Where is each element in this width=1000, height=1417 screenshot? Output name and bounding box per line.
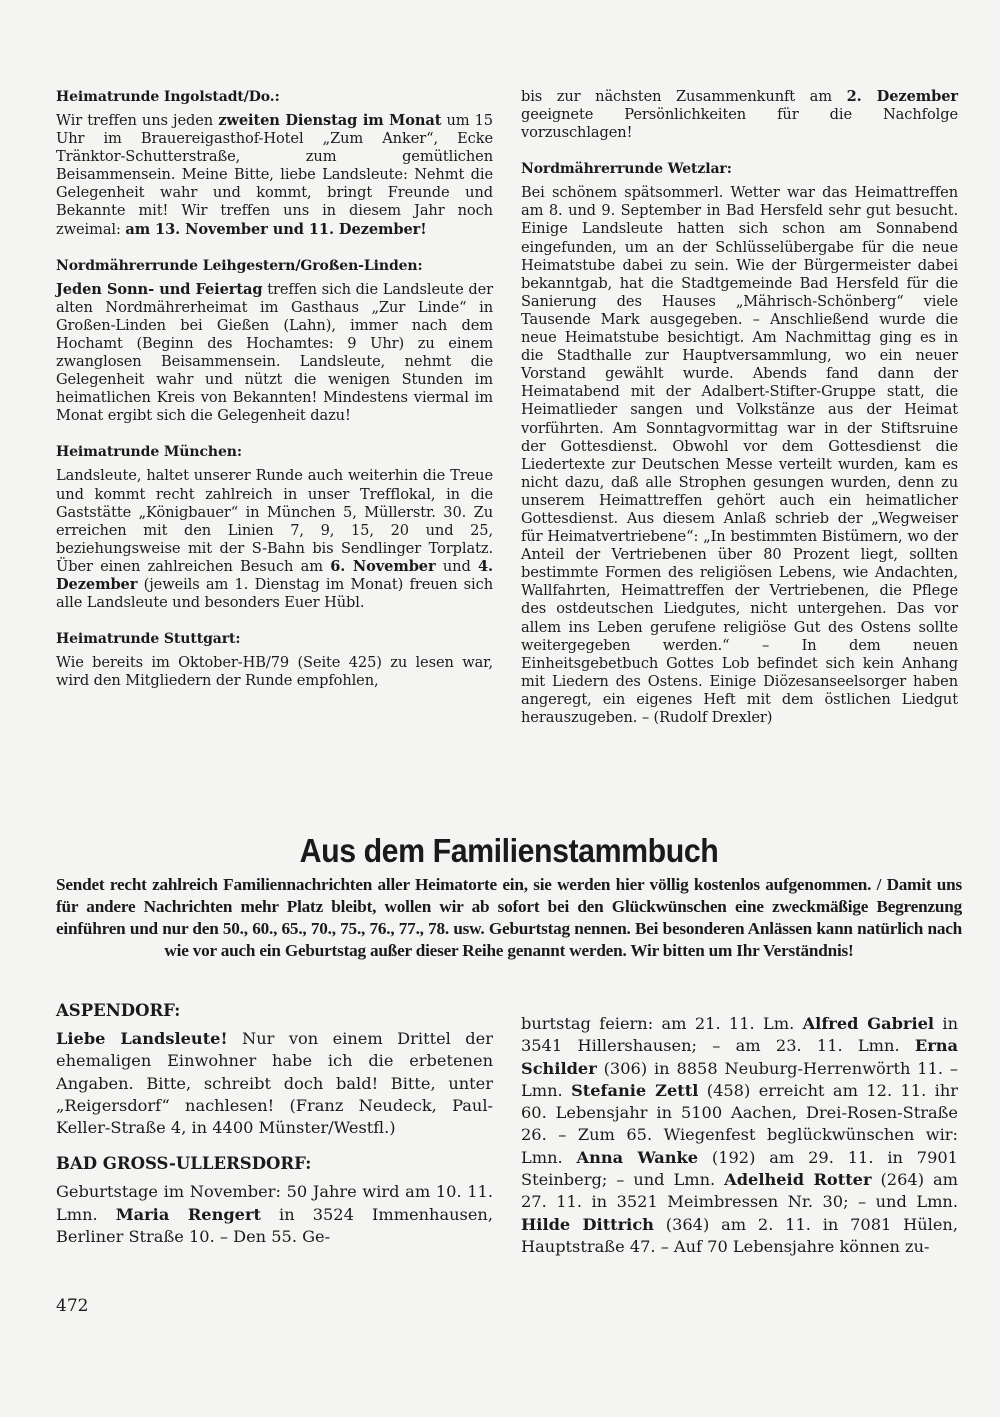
text-run: (458) erreicht am 12. 11. ihr 60. Lebensjahr in 5100 Aachen, Drei-Rosen-Straße 26. – Zum 65. Wiegenfest beglückwünschen wir: Lmn.	[521, 1080, 958, 1167]
text-run: und	[435, 557, 478, 575]
bold-text: Hilde Dittrich	[521, 1214, 654, 1234]
bold-text: Erna Schilder	[521, 1036, 958, 1078]
intro-paragraph: Sendet recht zahlreich Familiennachrichten aller Heimatorte ein, sie werden hier völlig kostenlos aufgenommen. / Damit uns für andere Nachrichten mehr Platz bleibt, wollen wir ab sofort bei den Glückwünschen eine zweckmäßige Begrenzung einführen und nur den 50., 60., 65., 70., 75., 76., 77., 78. usw. Geburtstag nennen. Bei besonderen Anlässen kann natürlich nach wie vor auch ein Geburtstag außer dieser Reihe genannt werden. Wir bitten um Ihr Verständnis!	[56, 875, 962, 960]
section-body	[56, 1028, 493, 1139]
text-run: (264) am 27. 11. in 3521 Meimbressen Nr. 30; – und Lmn.	[521, 1170, 958, 1212]
text-run: Wir treffen uns jeden	[56, 112, 219, 129]
text-run: in 3541 Hillershausen; – am 23. 11. Lmn.	[521, 1014, 958, 1056]
section-wetzlar	[521, 160, 958, 727]
bold-text: Stefanie Zettl	[571, 1080, 699, 1100]
text-run: (306) in 8858 Neuburg-Herrenwörth 11. – Lmn.	[521, 1058, 958, 1100]
bottom-left-column	[56, 1000, 493, 1262]
section-heading: Heimatrunde Ingolstadt/Do.:	[56, 89, 280, 105]
section-stuttgart-continued	[521, 88, 958, 142]
text-run: um 15 Uhr im Brauereigasthof-Hotel „Zum Anker“, Ecke Tränktor-Schutterstraße, zum gemütlichen Beisammensein. Meine Bitte, liebe Landsleute: Nehmt die Gelegenheit wahr und kommt, bringt Freunde und Bekannte mit! Wir treffen uns in diesem Jahr noch zweimal:	[56, 112, 493, 238]
bold-text: 4. Dezember	[56, 557, 493, 593]
text-run: Geburtstage im November: 50 Jahre wird am 10. 11. Lmn.	[56, 1182, 493, 1224]
text-run: (192) am 29. 11. in 7901 Steinberg; – und Lmn.	[521, 1147, 958, 1190]
text-run: Landsleute, haltet unserer Runde auch weiterhin die Treue und kommt recht zahlreich in unser Trefflokal, in die Gaststätte „Königbauer“ in München 5, Müllerstr. 30. Zu erreichen mit den Linien 7, 9, 15, 20 und 25, beziehungsweise mit der S-Bahn bis Sendlinger Torplatz. Über einen zahlreichen Besuch am	[56, 467, 493, 575]
text-run: geeignete Persönlichkeiten für die Nachfolge vorzuschlagen!	[521, 106, 958, 142]
section-heading: Heimatrunde Stuttgart:	[56, 631, 241, 648]
bottom-right-column	[521, 1013, 958, 1272]
bold-text: 6. November	[330, 557, 436, 575]
text-run: Bei schönem spätsommerl. Wetter war das Heimattreffen am 8. und 9. September in Bad Hersfeld sehr gut besucht. Einige Landsleute hatten sich schon am Sonnabend eingefunden, um an der Schlüsselübergabe für die neue Heimatstube dabei zu sein. Wie der Bürgermeister dabei bekanntgab, hat die Stadtgemeinde Bad Hersfeld für die Sanierung des Hauses „Mährisch-Schönberg“ viele Tausende Mark ausgegeben. – Anschließend wurde die neue Heimatstube besichtigt. Am Nachmittag ging es in die Stadthalle zur Hauptversammlung, wo ein neuer Vorstand gewählt wurde. Abends fand dann der Heimatabend mit der Adalbert-Stifter-Gruppe statt, die Heimatlieder sangen und Volkstänze aus der Heimat vorführten. Am Sonntagvormittag war in der Stiftsruine der Gottesdienst. Obwohl vor dem Gottesdienst die Liedertexte zur Deutschen Messe verteilt wurden, kam es nicht dazu, daß alle Strophen gesungen wurden, denn zu unserem Heimattreffen gehört auch ein heimatlicher Gottesdienst. Aus diesem Anlaß schrieb der „Wegweiser für Heimatvertriebene“: „In bestimmten Bistümern, wo der Anteil der Vertriebenen über 80 Prozent liegt, sollten bestimmte Formen des religiösen Lebens, wie Andachten, Wallfahrten, Heimattreffen der Vertriebenen, die Pflege des ostdeutschen Liedgutes, nicht untergehen. Das vor allem ins Leben gerufene religiöse Gut des Ostens sollte weitergegeben werden.“ – In dem neuen Einheitsgebetbuch Gottes Lob befindet sich kein Anhang mit Liedern des Ostens. Einige Diözesanseelsorger haben angeregt, ein eigenes Heft mit dem östlichen Liedgut herauszugeben. – (Rudolf Drexler)	[521, 184, 958, 726]
section-heading: Nordmährerrunde Wetzlar:	[521, 161, 732, 178]
section-body	[521, 88, 958, 142]
text-run: in 3524 Immenhausen, Berliner Straße 10. – Den 55. Ge-	[56, 1204, 494, 1247]
bold-text: Anna Wanke	[576, 1147, 699, 1167]
top-left-column	[56, 88, 493, 690]
bold-text: 2. Dezember	[846, 88, 958, 105]
section-body	[56, 112, 493, 239]
bold-text: Jeden Sonn- und Feiertag	[56, 280, 263, 298]
section-heading: Nordmährerrunde Leihgestern/Großen-Linden:	[56, 257, 423, 274]
page-title: Aus dem Familienstammbuch	[299, 832, 719, 869]
section-body	[56, 654, 493, 690]
bold-text: Alfred Gabriel	[802, 1014, 935, 1033]
text-run: burtstag feiern: am 21. 11. Lm.	[521, 1014, 803, 1033]
section-bad-gross-ullersdorf-continued	[521, 1013, 958, 1258]
bold-text: Liebe Landsleute!	[56, 1029, 228, 1048]
text-run: (364) am 2. 11. in 7081 Hülen, Hauptstraße 47. – Auf 70 Lebensjahre können zu-	[521, 1214, 958, 1256]
section-body	[56, 1181, 493, 1248]
section-heading: Heimatrunde München:	[56, 444, 242, 461]
section-ingolstadt	[56, 88, 493, 239]
section-bad-gross-ullersdorf	[56, 1153, 493, 1248]
section-stuttgart	[56, 630, 493, 690]
section-body	[521, 184, 958, 727]
bold-text: zweiten Dienstag im Monat	[218, 112, 442, 129]
text-run: Nur von einem Drittel der ehemaligen Einwohner habe ich die erbetenen Angaben. Bitte, schreibt doch bald! Bitte, unter „Reigersdorf“ nachlesen! (Franz Neudeck, Paul-Keller-Straße 4, in 4400 Münster/Westfl.)	[56, 1029, 493, 1138]
bold-text: Adelheid Rotter	[724, 1170, 872, 1190]
page-number: 472	[56, 1296, 89, 1316]
section-aspendorf	[56, 1000, 493, 1139]
bold-text: Maria Rengert	[115, 1204, 261, 1224]
text-run: treffen sich die Landsleute der alten Nordmährerheimat im Gasthaus „Zur Linde“ in Großen-Linden bei Gießen (Lahn), immer nach dem Hochamt (Beginn des Hochamtes: 9 Uhr) zu einem zwanglosen Beisammensein. Landsleute, nehmt die Gelegenheit wahr und nützt die wenigen Stunden im heimatlichen Kreis von Bekannten! Mindestens viermal im Monat ergibt sich die Gelegenheit dazu!	[56, 280, 494, 425]
text-run: (jeweils am 1. Dienstag im Monat) freuen sich alle Landsleute und besonders Euer Hübl.	[56, 575, 493, 612]
top-right-column	[521, 88, 958, 745]
section-body	[521, 1013, 958, 1258]
familienstammbuch-header	[56, 832, 962, 962]
section-heading: ASPENDORF:	[56, 1001, 181, 1020]
bold-text: am 13. November und 11. Dezember!	[125, 220, 427, 238]
section-leihgestern	[56, 257, 493, 426]
section-body	[56, 281, 493, 426]
section-heading: BAD GROSS-ULLERSDORF:	[56, 1154, 312, 1174]
section-body	[56, 467, 493, 612]
text-run: bis zur nächsten Zusammenkunft am	[521, 88, 847, 105]
section-muenchen	[56, 443, 493, 612]
text-run: Wie bereits im Oktober-HB/79 (Seite 425) zu lesen war, wird den Mitgliedern der Runde empfohlen,	[56, 654, 493, 690]
